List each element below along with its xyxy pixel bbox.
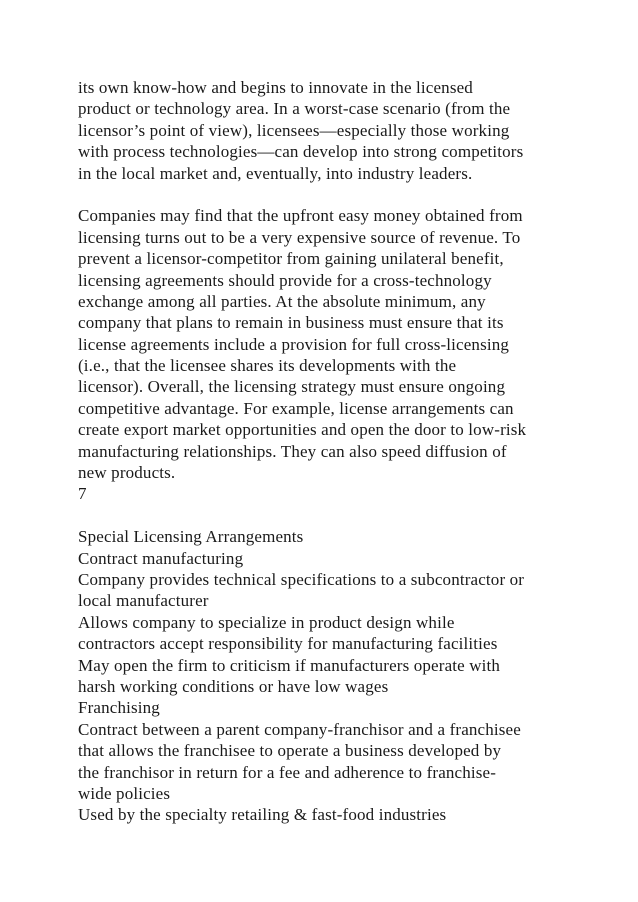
text-line: Contract between a parent company-franchisor and a franchisee <box>78 719 521 739</box>
text-line: Company provides technical specifications to a subcontractor or <box>78 569 525 589</box>
document-page <box>78 77 618 826</box>
paragraph-spacer <box>78 505 618 526</box>
text-line: competitive advantage. For example, license arrangements can <box>78 398 514 418</box>
text-line: with process technologies—can develop into strong competitors <box>78 142 524 162</box>
slide-number: 7 <box>78 484 87 504</box>
text-line: May open the firm to criticism if manufacturers operate with <box>78 655 501 675</box>
text-line: new products. <box>78 463 176 483</box>
text-line: create export market opportunities and open the door to low-risk <box>78 420 527 440</box>
text-line: its own know-how and begins to innovate in the licensed <box>78 78 473 97</box>
paragraph-spacer <box>78 184 618 205</box>
subheading-franchising: Franchising <box>78 698 160 718</box>
text-line: prevent a licensor-competitor from gaining unilateral benefit, <box>78 249 504 269</box>
text-line: local manufacturer <box>78 591 209 611</box>
paragraph-licensee-competition <box>78 77 618 184</box>
text-line: licensing turns out to be a very expensive source of revenue. To <box>78 227 521 247</box>
text-line: license agreements include a provision for full cross-licensing <box>78 334 510 354</box>
text-line: Allows company to specialize in product design while <box>78 612 455 632</box>
text-line: exchange among all parties. At the absolute minimum, any <box>78 291 486 311</box>
text-line: in the local market and, eventually, into industry leaders. <box>78 163 473 183</box>
text-line: company that plans to remain in business must ensure that its <box>78 313 504 333</box>
text-line: Companies may find that the upfront easy money obtained from <box>78 206 523 226</box>
text-line: wide policies <box>78 783 171 803</box>
text-line: (i.e., that the licensee shares its developments with the <box>78 356 457 376</box>
text-line: the franchisor in return for a fee and adherence to franchise- <box>78 762 497 782</box>
text-line: licensing agreements should provide for a cross-technology <box>78 270 492 290</box>
section-special-licensing <box>78 526 618 825</box>
text-line: manufacturing relationships. They can also speed diffusion of <box>78 441 507 461</box>
paragraph-licensing-strategy <box>78 205 618 504</box>
text-line: harsh working conditions or have low wages <box>78 676 389 696</box>
text-line: licensor). Overall, the licensing strategy must ensure ongoing <box>78 377 506 397</box>
text-line: that allows the franchisee to operate a business developed by <box>78 741 502 761</box>
subheading-contract-manufacturing: Contract manufacturing <box>78 548 244 568</box>
text-line: Used by the specialty retailing & fast-food industries <box>78 805 447 825</box>
text-line: product or technology area. In a worst-case scenario (from the <box>78 99 511 119</box>
text-line: contractors accept responsibility for manufacturing facilities <box>78 634 498 654</box>
section-heading: Special Licensing Arrangements <box>78 527 304 547</box>
text-line: licensor’s point of view), licensees—especially those working <box>78 120 510 140</box>
